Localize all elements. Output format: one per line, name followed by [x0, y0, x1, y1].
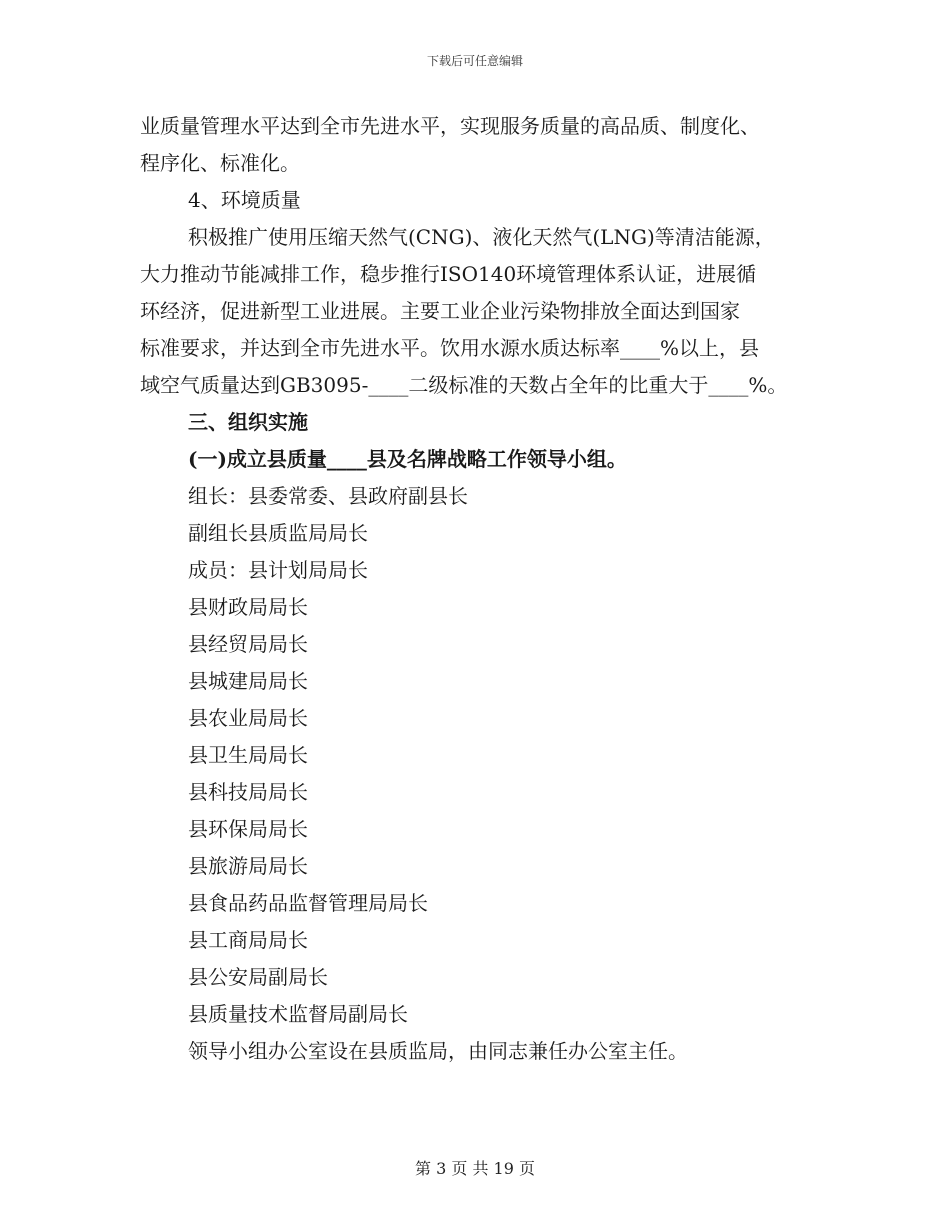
list-item: 县城建局局长 — [188, 669, 308, 693]
list-item: 县食品药品监督管理局局长 — [188, 891, 428, 915]
list-item: 县质量技术监督局副局长 — [188, 1002, 408, 1026]
subsection-heading: (一)成立县质量____县及名牌战略工作领导小组。 — [188, 447, 627, 471]
list-item: 县农业局局长 — [188, 706, 308, 730]
paragraph-line: 环经济，促进新型工业进展。主要工业企业污染物排放全面达到国家 — [140, 299, 740, 323]
chapter-heading: 三、组织实施 — [188, 410, 308, 434]
list-item: 组长：县委常委、县政府副县长 — [188, 484, 468, 508]
list-item: 县卫生局局长 — [188, 743, 308, 767]
list-item: 县财政局局长 — [188, 595, 308, 619]
document-body — [140, 108, 820, 1070]
list-item: 县经贸局局长 — [188, 632, 308, 656]
list-item: 县公安局副局长 — [188, 965, 328, 989]
list-item: 成员：县计划局局长 — [188, 558, 368, 582]
paragraph-line: 大力推动节能减排工作，稳步推行ISO140环境管理体系认证，进展循 — [140, 262, 757, 286]
section-heading: 4、环境质量 — [188, 188, 301, 212]
header-note: 下载后可任意编辑 — [426, 54, 523, 68]
paragraph-line: 领导小组办公室设在县质监局，由同志兼任办公室主任。 — [188, 1039, 688, 1063]
list-item: 县工商局局长 — [188, 928, 308, 952]
list-item: 县科技局局长 — [188, 780, 308, 804]
paragraph-line: 标准要求，并达到全市先进水平。饮用水源水质达标率____%以上，县 — [140, 336, 760, 360]
list-item: 县环保局局长 — [188, 817, 308, 841]
list-item: 县旅游局局长 — [188, 854, 308, 878]
paragraph-line: 业质量管理水平达到全市先进水平，实现服务质量的高品质、制度化、 — [140, 114, 760, 138]
list-item: 副组长县质监局局长 — [188, 521, 368, 545]
page-number: 第 3 页 共 19 页 — [415, 1159, 535, 1178]
paragraph-line: 程序化、标准化。 — [140, 151, 300, 175]
paragraph-line: 积极推广使用压缩天然气(CNG)、液化天然气(LNG)等清洁能源， — [188, 225, 775, 249]
paragraph-line: 域空气质量达到GB3095-____二级标准的天数占全年的比重大于____%。 — [140, 373, 788, 397]
